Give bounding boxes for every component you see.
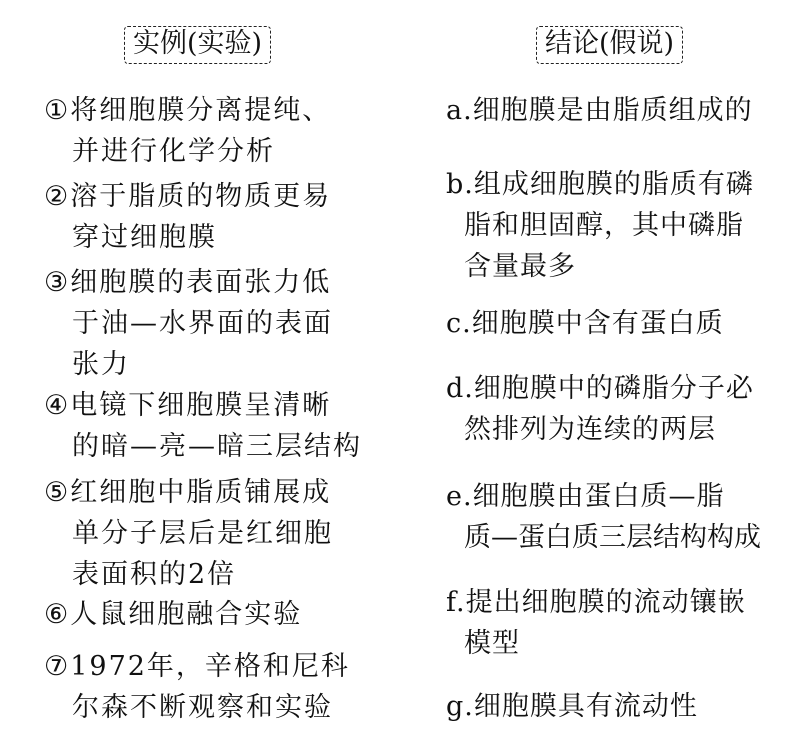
experiment-6 — [44, 594, 302, 635]
conclusion-marker: f. — [446, 587, 466, 618]
experiment-text: 张力 — [72, 349, 130, 380]
experiment-text: 电镜下细胞膜呈清晰 — [70, 390, 332, 421]
conclusion-text: 然排列为连续的两层 — [464, 414, 716, 445]
experiment-text: 单分子层后是红细胞 — [72, 518, 333, 549]
experiment-marker: ⑤ — [44, 477, 71, 508]
experiment-text: 并进行化学分析 — [72, 136, 275, 167]
conclusion-text: 细胞膜中的磷脂分子必 — [473, 373, 754, 404]
experiment-text: 溶于脂质的物质更易 — [70, 181, 332, 212]
conclusion-text: 模型 — [464, 628, 520, 659]
experiment-text: 的暗—亮—暗三层结构 — [72, 431, 362, 462]
conclusion-b — [446, 164, 754, 287]
experiment-text: 红细胞中脂质铺展成 — [70, 477, 332, 508]
conclusion-marker: d. — [446, 373, 474, 404]
conclusion-text: 细胞膜由蛋白质—脂 — [472, 481, 725, 512]
conclusion-marker: c. — [446, 308, 472, 339]
conclusion-c — [446, 303, 724, 344]
experiment-marker: ② — [44, 181, 71, 212]
experiment-4 — [44, 385, 362, 467]
experiment-marker: ③ — [44, 267, 71, 298]
conclusion-text: 细胞膜具有流动性 — [473, 691, 698, 722]
experiment-marker: ④ — [44, 390, 71, 421]
experiment-3 — [44, 262, 333, 385]
experiment-1 — [44, 90, 331, 172]
conclusion-text: 组成细胞膜的脂质有磷 — [473, 169, 754, 200]
experiment-marker: ⑦ — [44, 651, 71, 682]
conclusion-text: 细胞膜中含有蛋白质 — [471, 308, 724, 339]
conclusion-marker: b. — [446, 169, 474, 200]
conclusion-e — [446, 476, 761, 558]
conclusion-g — [446, 686, 698, 727]
conclusion-d — [446, 368, 754, 450]
conclusion-marker: e. — [446, 481, 473, 512]
conclusion-a — [446, 90, 753, 131]
experiment-text: 尔森不断观察和实验 — [72, 692, 333, 723]
conclusion-f — [446, 582, 746, 664]
experiment-marker: ⑥ — [44, 599, 71, 630]
experiment-text: 细胞膜的表面张力低 — [70, 267, 332, 298]
conclusion-text: 提出细胞膜的流动镶嵌 — [465, 587, 746, 618]
experiment-7 — [44, 646, 350, 728]
experiment-2 — [44, 176, 331, 258]
experiment-5 — [44, 472, 333, 595]
conclusion-text: 脂和胆固醇，其中磷脂 — [464, 210, 744, 241]
conclusion-marker: g. — [446, 691, 474, 722]
experiment-text: 表面积的2倍 — [72, 559, 237, 590]
experiment-text: 人鼠细胞融合实验 — [70, 599, 303, 630]
experiment-text: 穿过细胞膜 — [72, 222, 217, 253]
conclusion-text: 含量最多 — [464, 251, 576, 282]
experiment-marker: ① — [44, 95, 71, 126]
conclusion-marker: a. — [446, 95, 473, 126]
conclusion-text: 细胞膜是由脂质组成的 — [472, 95, 753, 126]
experiment-text: 将细胞膜分离提纯、 — [70, 95, 332, 126]
conclusion-text: 质—蛋白质三层结构构成 — [464, 522, 761, 553]
conclusions-header: 结论(假说) — [536, 26, 683, 64]
experiment-text: 1972年，辛格和尼科 — [70, 651, 350, 682]
experiments-header: 实例(实验) — [124, 26, 271, 64]
experiment-text: 于油—水界面的表面 — [72, 308, 333, 339]
